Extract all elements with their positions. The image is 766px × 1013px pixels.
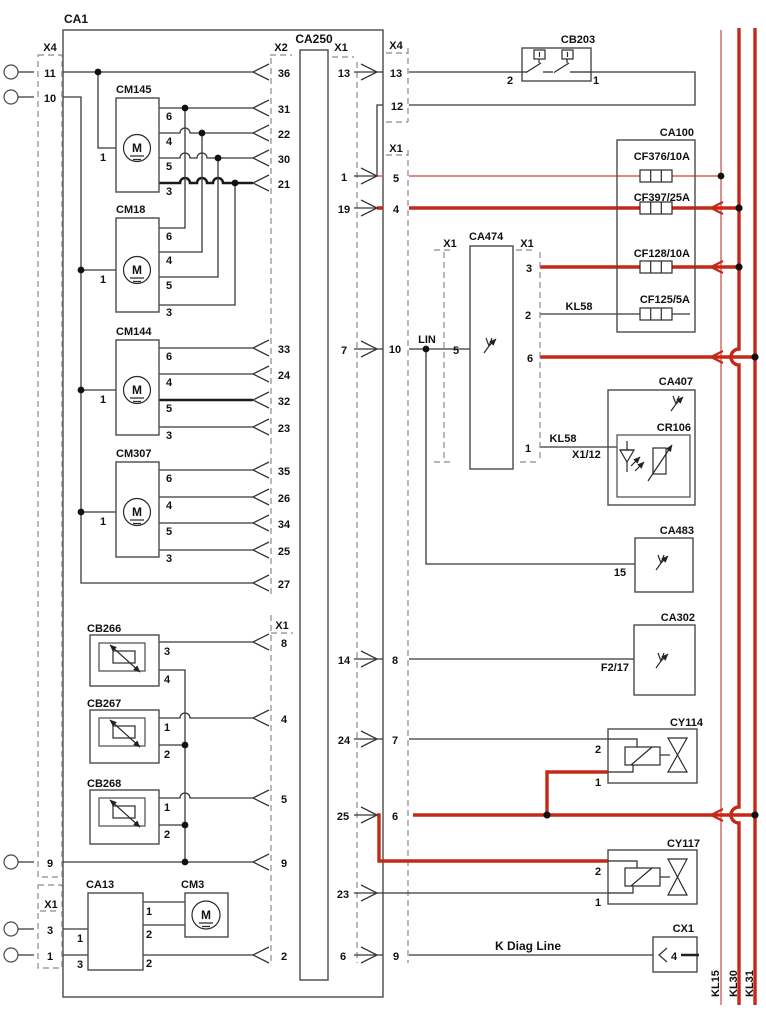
photoresistor-icon [648, 445, 672, 481]
component-cy114 [595, 717, 704, 789]
component-ca100 [617, 127, 695, 332]
cm145-pin: 6 [166, 111, 173, 123]
cm3-label: CM3 [181, 879, 205, 891]
fuse-label: CF125/5A [639, 294, 690, 306]
ca250-right-chevrons [361, 64, 377, 963]
fuse-icon [640, 170, 672, 182]
x4-left-box [38, 55, 62, 877]
cx1-label: CX1 [672, 923, 694, 935]
ca250-box [300, 50, 328, 980]
ca250-x1r-pin: 6 [339, 951, 347, 963]
ca250-x2-pin: 31 [277, 104, 291, 116]
ca250-x1r-pin: 24 [337, 735, 351, 747]
motor-m: M [132, 505, 142, 519]
ca250-x2-pin: 23 [277, 423, 291, 435]
ca1-box [63, 30, 383, 997]
cy114-pin: 1 [594, 777, 602, 789]
x1-left-label: X1 [44, 899, 58, 911]
ca250-x2-pin: 24 [277, 370, 291, 382]
cb267-pin: 1 [164, 722, 171, 734]
ca302-box [634, 625, 695, 695]
wire-labels [418, 301, 629, 953]
component-cm18 [100, 204, 173, 319]
ca250-left-chevrons [253, 64, 269, 963]
ca13-pin-right: 2 [145, 929, 153, 941]
ca250-label: CA250 [295, 32, 333, 46]
cb268-pin: 2 [164, 829, 171, 841]
terminal-circle [4, 65, 18, 79]
ca474-box [470, 246, 513, 469]
ca250-x2-pin: 34 [277, 519, 291, 531]
cm144-label: CM144 [116, 326, 152, 338]
component-ca407 [608, 376, 695, 505]
cm145-pin: 5 [166, 161, 173, 173]
cm144-pin: 5 [166, 403, 173, 415]
cb268-inner [99, 798, 145, 826]
cm307-pin: 4 [166, 500, 173, 512]
x4-right-label: X4 [389, 40, 403, 52]
fuse-icon [640, 308, 672, 320]
cb203-box [522, 48, 591, 81]
ca250-x1-label: X1 [334, 42, 348, 54]
wiring-right [354, 72, 759, 955]
x1-right-pin-7: 7 [391, 735, 399, 747]
kl58-cr-label: KL58 [549, 433, 577, 445]
cm18-pin: 5 [166, 280, 173, 292]
cy114-pin: 2 [594, 744, 602, 756]
terminal-circle [4, 90, 18, 104]
x1-left-pin-1: 1 [46, 951, 54, 963]
cm307-pin: 5 [166, 526, 173, 538]
ca474-label: CA474 [469, 231, 504, 243]
cm144-pin: 3 [166, 430, 173, 442]
cm18-pin: 4 [166, 255, 173, 267]
fuse-label: CF376/10A [633, 151, 690, 163]
x1-right-pin-10: 10 [388, 344, 402, 356]
kl15-rail-label: KL15 [710, 970, 722, 997]
cx1-chevron [659, 948, 667, 962]
ca407-label: CA407 [658, 376, 693, 388]
x4-left-label: X4 [43, 42, 57, 54]
ca250-x1r-pin: 14 [337, 655, 351, 667]
ca250-x2-pin: 35 [277, 466, 291, 478]
ca474-x1-left-label: X1 [443, 238, 457, 250]
ca250-x1l-pin: 9 [280, 858, 288, 870]
antenna-icon [484, 338, 496, 353]
ca250-x2-pin: 32 [277, 396, 291, 408]
terminal-circle [4, 855, 18, 869]
ca483-box [635, 538, 693, 592]
ca250-x1l-pin: 8 [280, 638, 288, 650]
cb266-label: CB266 [87, 623, 122, 635]
fuse-label: CF128/10A [633, 248, 690, 260]
cy117-box [608, 850, 697, 904]
ca250-x2-pin: 36 [277, 68, 291, 80]
motor-m: M [201, 908, 211, 922]
component-cb203 [507, 34, 599, 87]
kl31-rail-label: KL31 [744, 970, 756, 997]
kl30-rail-label: KL30 [728, 970, 740, 997]
ca302-label: CA302 [660, 612, 695, 624]
ca474-pin-5: 5 [452, 345, 460, 357]
cy117-pin: 1 [594, 897, 602, 909]
component-ca13 [77, 879, 152, 971]
ca13-pin-left: 3 [76, 959, 84, 971]
x1-right-pin-9: 9 [392, 951, 400, 963]
fuse-icon [640, 261, 672, 273]
ca474-pin: 3 [525, 263, 533, 275]
connector-x4-left [4, 42, 62, 877]
x4-left-pin-11: 11 [44, 68, 56, 80]
fuse-label: CF397/25A [633, 192, 690, 204]
terminal-circle [4, 948, 18, 962]
cb268-pin: 1 [164, 802, 171, 814]
component-cm144 [100, 326, 173, 442]
ca100-label: CA100 [659, 127, 694, 139]
cb266-pin: 3 [164, 646, 171, 658]
component-ca483 [614, 525, 694, 592]
cm145-pin: 3 [166, 186, 173, 198]
component-ca474 [434, 231, 540, 469]
component-ca250 [270, 32, 357, 980]
antenna-icon [671, 396, 683, 411]
x1-right-label: X1 [389, 143, 403, 155]
kl58-fuse-label: KL58 [565, 301, 593, 313]
cy117-pin: 2 [594, 866, 602, 878]
ca483-pin-15: 15 [613, 567, 627, 579]
solenoid-valve-icon [608, 738, 687, 772]
cx1-pin-4: 4 [670, 951, 678, 963]
motor-m: M [132, 263, 142, 277]
ca250-x1l-label: X1 [275, 620, 289, 632]
x4-left-pin-9: 9 [46, 858, 54, 870]
ca474-conn-dashes [434, 250, 540, 462]
cm145-pin: 4 [166, 136, 173, 148]
cb203-pin: 1 [592, 75, 600, 87]
ca250-x1l-pin: 4 [280, 714, 288, 726]
cb203-pin: 2 [506, 75, 514, 87]
ca407-box [608, 390, 695, 505]
cm307-pin: 6 [166, 473, 173, 485]
component-cm307 [100, 448, 173, 565]
ca250-x2-pin: 26 [277, 493, 291, 505]
cm307-pin1: 1 [99, 516, 107, 528]
ca250-x2-pin: 25 [277, 546, 291, 558]
ca474-x1-right-label: X1 [520, 238, 534, 250]
cm18-pin: 6 [166, 231, 173, 243]
ca250-x1l-pin: 5 [280, 794, 288, 806]
cb267-pin: 2 [164, 749, 171, 761]
cy114-label: CY114 [669, 717, 703, 729]
cy114-box [608, 729, 697, 783]
terminal-circle [4, 922, 18, 936]
cr106-label: CR106 [656, 422, 691, 434]
antenna-icon [656, 555, 668, 570]
cm18-pin1: 1 [99, 274, 107, 286]
component-cb266 [87, 623, 171, 686]
x1-12-label: X1/12 [572, 449, 601, 461]
cm307-label: CM307 [116, 448, 152, 460]
ca474-pin: 6 [526, 353, 534, 365]
component-ca302 [634, 612, 695, 695]
cb267-inner [99, 718, 145, 746]
cb266-inner [99, 643, 145, 671]
ca13-pin-left: 1 [76, 933, 84, 945]
ca474-pin: 2 [524, 310, 532, 322]
ca250-x1r-pin: 23 [336, 889, 350, 901]
ca250-x1r-pin: 7 [340, 345, 348, 357]
x1-right-pin-6: 6 [391, 811, 399, 823]
k-diag-line-label: K Diag Line [494, 939, 562, 953]
x1-right-pin-5: 5 [392, 173, 400, 185]
component-cx1 [653, 923, 699, 972]
ca13-label: CA13 [86, 879, 115, 891]
ca250-x2-pin: 21 [277, 179, 291, 191]
ca13-pin-right: 2 [145, 958, 153, 970]
ca250-x1r-pin: 19 [337, 204, 351, 216]
component-cm3 [181, 879, 228, 937]
ca474-pin: 1 [524, 443, 532, 455]
component-cb267 [87, 698, 170, 763]
x4-right-pin-12: 12 [390, 101, 404, 113]
cy117-label: CY117 [666, 838, 700, 850]
motor-m: M [132, 141, 142, 155]
cm144-pin1: 1 [99, 394, 107, 406]
ca1-unit [63, 12, 383, 997]
cb266-pin: 4 [164, 674, 171, 686]
ca250-x1l-pin: 2 [280, 951, 288, 963]
solenoid-valve-icon [608, 859, 687, 895]
photodiode-icon [620, 441, 644, 472]
component-cm145 [100, 84, 173, 198]
ca250-x1r-pin: 1 [340, 172, 348, 184]
cb203-label: CB203 [560, 34, 596, 46]
cm18-pin: 3 [166, 307, 173, 319]
x1-right-pin-4: 4 [392, 204, 400, 216]
component-cb268 [87, 778, 170, 844]
ca13-box [88, 893, 143, 970]
ca1-label: CA1 [64, 12, 89, 26]
x4-right-pin-13: 13 [389, 68, 403, 80]
cm144-pin: 6 [166, 351, 173, 363]
ca250-x1r-pin: 13 [337, 68, 351, 80]
ca250-x2-label: X2 [274, 42, 288, 54]
ca13-pin-right: 1 [145, 906, 153, 918]
ca250-x2-pin: 22 [277, 129, 291, 141]
switch-icon [522, 50, 591, 73]
ca483-label: CA483 [659, 525, 694, 537]
cm144-pin: 4 [166, 377, 173, 389]
motor-m: M [132, 383, 142, 397]
connector-right [386, 40, 408, 963]
ca250-x1r-pin: 25 [336, 811, 350, 823]
cm18-label: CM18 [116, 204, 146, 216]
lin-label: LIN [418, 334, 436, 346]
cm145-label: CM145 [116, 84, 152, 96]
cm307-pin: 3 [166, 553, 173, 565]
f2-17-label: F2/17 [600, 662, 629, 674]
cb267-label: CB267 [87, 698, 122, 710]
cm145-pin1: 1 [99, 152, 107, 164]
ca250-x2-pin: 33 [277, 344, 291, 356]
ca250-x2-pin: 30 [277, 154, 291, 166]
x4-left-pin-10: 10 [43, 93, 57, 105]
cb268-label: CB268 [87, 778, 122, 790]
antenna-icon [656, 653, 668, 668]
ca250-x2-pin: 27 [277, 579, 291, 591]
kl30-rail [731, 28, 739, 1005]
x1-right-pin-8: 8 [391, 655, 399, 667]
component-cy117 [595, 838, 700, 909]
power-rails [710, 28, 756, 1005]
x1-left-pin-3: 3 [46, 925, 54, 937]
